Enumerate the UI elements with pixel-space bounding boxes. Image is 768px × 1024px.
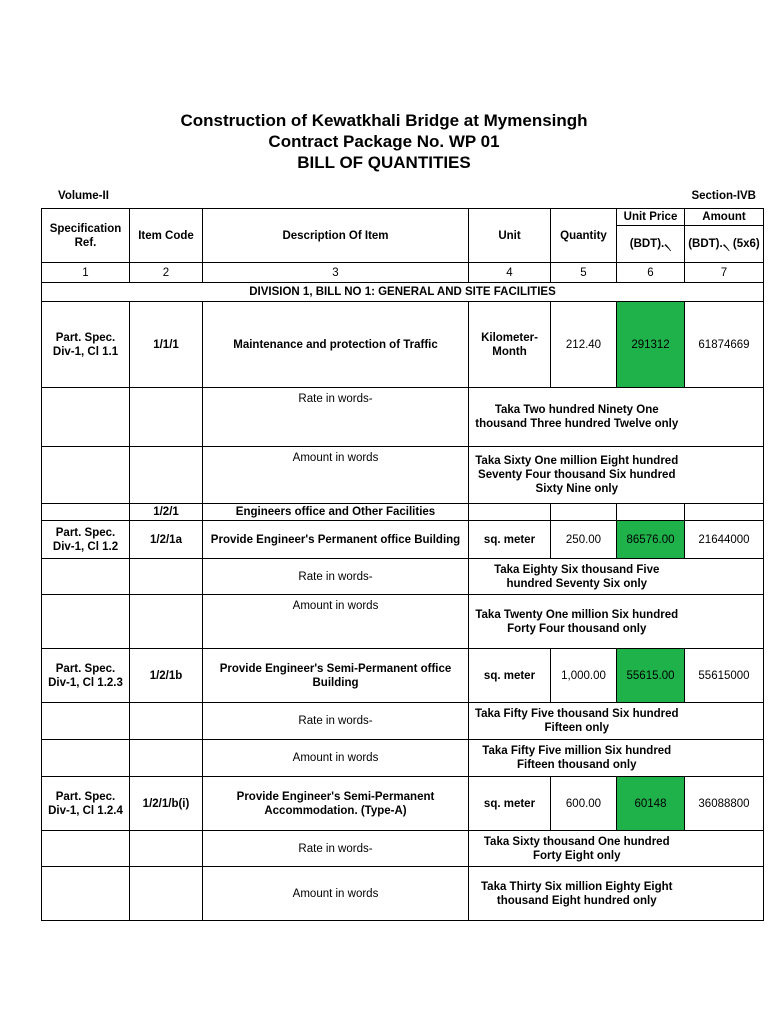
- header-description: Description Of Item: [203, 209, 469, 263]
- amount-cell: 21644000: [685, 521, 764, 559]
- unit-price-cell: 86576.00: [617, 521, 685, 559]
- table-row: [42, 740, 764, 777]
- column-number: 6: [617, 263, 685, 283]
- item-code-cell: 1/2/1b: [130, 649, 203, 703]
- description-cell: Provide Engineer's Permanent office Building: [203, 521, 469, 559]
- header-unit: Unit: [469, 209, 551, 263]
- unit-cell: sq. meter: [469, 649, 551, 703]
- spec-ref-cell: Part. Spec. Div-1, Cl 1.2.3: [42, 649, 130, 703]
- table-row: [42, 703, 764, 740]
- rate-in-words-label: Rate in words-: [203, 831, 469, 867]
- title-line-3: BILL OF QUANTITIES: [297, 153, 471, 172]
- spec-ref-cell: Part. Spec. Div-1, Cl 1.2.4: [42, 777, 130, 831]
- header-amount: Amount: [685, 209, 764, 226]
- table-row: [42, 388, 764, 447]
- header-amount-sub: (BDT).৲ (5x6): [685, 226, 764, 263]
- quantity-cell: 212.40: [551, 302, 617, 388]
- amount-in-words-value: Taka Thirty Six million Eighty Eight thousand Eight hundred only: [469, 867, 685, 921]
- rate-in-words-value: Taka Sixty thousand One hundred Forty Eight only: [469, 831, 685, 867]
- item-code-cell: 1/2/1/b(i): [130, 777, 203, 831]
- rate-in-words-label: Rate in words-: [203, 703, 469, 740]
- table-row: [42, 649, 764, 703]
- bill-of-quantities-table: [41, 208, 764, 921]
- column-number: 4: [469, 263, 551, 283]
- division-heading: DIVISION 1, BILL NO 1: GENERAL AND SITE FACILITIES: [42, 283, 764, 302]
- rate-in-words-label: Rate in words-: [203, 559, 469, 595]
- amount-in-words-value: Taka Fifty Five million Six hundred Fifteen thousand only: [469, 740, 685, 777]
- description-cell: Engineers office and Other Facilities: [203, 504, 469, 521]
- quantity-cell: 1,000.00: [551, 649, 617, 703]
- table-row: [42, 867, 764, 921]
- spec-ref-cell: Part. Spec. Div-1, Cl 1.1: [42, 302, 130, 388]
- item-code-cell: 1/1/1: [130, 302, 203, 388]
- section-label: Section-IVB: [691, 190, 756, 202]
- column-number: 2: [130, 263, 203, 283]
- header-quantity: Quantity: [551, 209, 617, 263]
- quantity-cell: 600.00: [551, 777, 617, 831]
- unit-price-cell: 291312: [617, 302, 685, 388]
- unit-price-cell: 55615.00: [617, 649, 685, 703]
- table-row: [42, 777, 764, 831]
- table-row: [42, 302, 764, 388]
- unit-cell: Kilometer-Month: [469, 302, 551, 388]
- amount-cell: 55615000: [685, 649, 764, 703]
- document-title: [0, 110, 768, 173]
- unit-cell: sq. meter: [469, 521, 551, 559]
- description-cell: Provide Engineer's Semi-Permanent Accommodation. (Type-A): [203, 777, 469, 831]
- header-spec-ref: Specification Ref.: [42, 209, 130, 263]
- spec-ref-cell: Part. Spec. Div-1, Cl 1.2: [42, 521, 130, 559]
- rate-in-words-label: Rate in words-: [203, 388, 469, 447]
- column-number: 5: [551, 263, 617, 283]
- item-code-cell: 1/2/1a: [130, 521, 203, 559]
- item-code-cell: 1/2/1: [130, 504, 203, 521]
- amount-in-words-label: Amount in words: [203, 447, 469, 504]
- amount-in-words-value: Taka Twenty One million Six hundred Forty Four thousand only: [469, 595, 685, 649]
- amount-cell: 36088800: [685, 777, 764, 831]
- amount-in-words-value: Taka Sixty One million Eight hundred Seventy Four thousand Six hundred Sixty Nine only: [469, 447, 685, 504]
- rate-in-words-value: Taka Eighty Six thousand Five hundred Seventy Six only: [469, 559, 685, 595]
- unit-price-cell: 60148: [617, 777, 685, 831]
- rate-in-words-value: Taka Fifty Five thousand Six hundred Fifteen only: [469, 703, 685, 740]
- column-number: 1: [42, 263, 130, 283]
- table-row: [42, 447, 764, 504]
- amount-in-words-label: Amount in words: [203, 740, 469, 777]
- table-row: [42, 595, 764, 649]
- header-unit-price: Unit Price: [617, 209, 685, 226]
- title-line-2: Contract Package No. WP 01: [268, 132, 500, 151]
- table-row: [42, 559, 764, 595]
- rate-in-words-value: Taka Two hundred Ninety One thousand Three hundred Twelve only: [469, 388, 685, 447]
- description-cell: Maintenance and protection of Traffic: [203, 302, 469, 388]
- amount-in-words-label: Amount in words: [203, 867, 469, 921]
- table-row: [42, 504, 764, 521]
- header-item-code: Item Code: [130, 209, 203, 263]
- volume-label: Volume-II: [58, 190, 109, 202]
- column-number: 7: [685, 263, 764, 283]
- description-cell: Provide Engineer's Semi-Permanent office Building: [203, 649, 469, 703]
- header-unit-price-sub: (BDT).৲: [617, 226, 685, 263]
- quantity-cell: 250.00: [551, 521, 617, 559]
- amount-in-words-label: Amount in words: [203, 595, 469, 649]
- unit-cell: sq. meter: [469, 777, 551, 831]
- column-number: 3: [203, 263, 469, 283]
- title-line-1: Construction of Kewatkhali Bridge at Mymensingh: [180, 111, 588, 130]
- table-row: [42, 831, 764, 867]
- table-row: [42, 521, 764, 559]
- amount-cell: 61874669: [685, 302, 764, 388]
